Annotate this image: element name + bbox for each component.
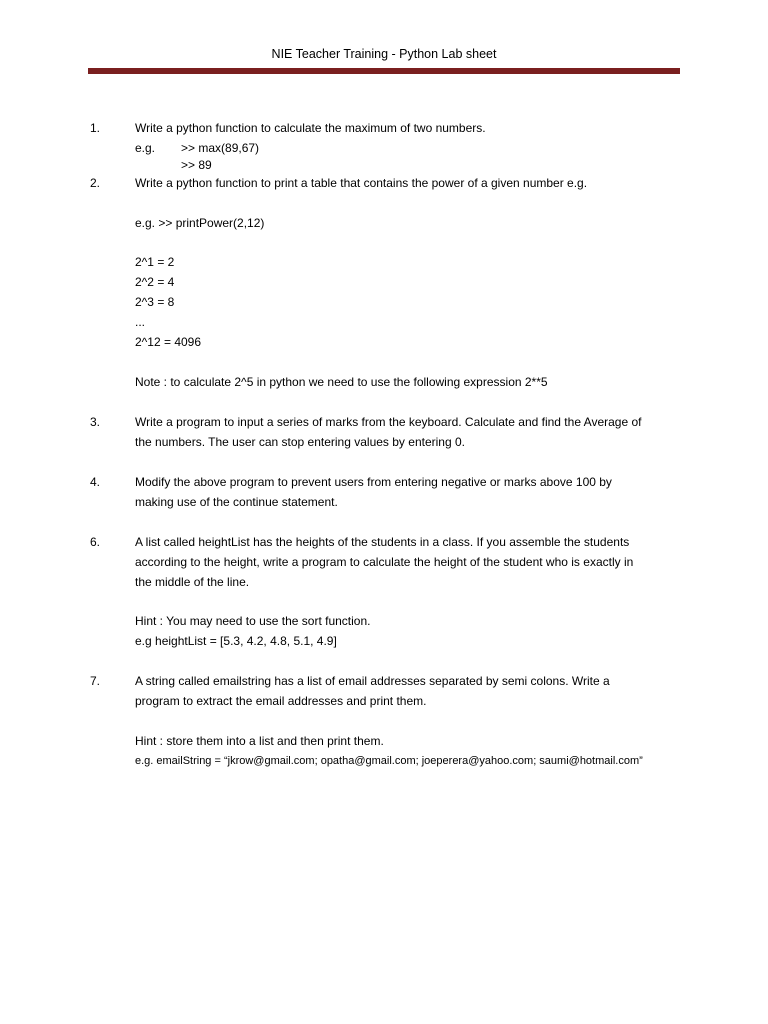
q1-eg-label: e.g.: [135, 141, 156, 155]
q7-example: e.g. emailString = “jkrow@gmail.com; opatha@gmail.com; joeperera@yahoo.com; saumi@hotmail.com”: [135, 755, 643, 767]
q1-eg-call: >> max(89,67): [181, 141, 260, 155]
q3-text-line: the numbers. The user can stop entering values by entering 0.: [135, 435, 465, 449]
q6-example: e.g heightList = [5.3, 4.2, 4.8, 5.1, 4.9]: [135, 634, 337, 648]
q2-output-ellipsis: ...: [135, 315, 146, 329]
q3-number: 3.: [90, 415, 101, 429]
q2-text: Write a python function to print a table that contains the power of a given number e.g.: [135, 176, 588, 190]
q2-output-line: 2^2 = 4: [135, 275, 175, 289]
q6-number: 6.: [90, 535, 101, 549]
q4-number: 4.: [90, 475, 101, 489]
q6-hint: Hint : You may need to use the sort function.: [135, 614, 371, 628]
q2-note: Note : to calculate 2^5 in python we need to use the following expression 2**5: [135, 375, 548, 389]
q1-eg-result: >> 89: [181, 158, 212, 172]
q7-text-line: A string called emailstring has a list of email addresses separated by semi colons. Write a: [135, 674, 610, 688]
header-rule: [88, 68, 680, 74]
q7-hint: Hint : store them into a list and then print them.: [135, 734, 384, 748]
q6-text-line: the middle of the line.: [135, 575, 250, 589]
page-header-title: NIE Teacher Training - Python Lab sheet: [271, 47, 497, 61]
q1-number: 1.: [90, 121, 101, 135]
q4-text-line: Modify the above program to prevent users from entering negative or marks above 100 by: [135, 475, 612, 489]
q7-text-line: program to extract the email addresses and print them.: [135, 694, 427, 708]
q1-text: Write a python function to calculate the maximum of two numbers.: [135, 121, 486, 135]
q7-number: 7.: [90, 674, 101, 688]
q2-number: 2.: [90, 176, 101, 190]
q2-example: e.g. >> printPower(2,12): [135, 216, 265, 230]
q6-text-line: A list called heightList has the heights of the students in a class. If you assemble the students: [135, 535, 630, 549]
q2-output-line: 2^1 = 2: [135, 255, 175, 269]
q3-text-line: Write a program to input a series of marks from the keyboard. Calculate and find the Average of: [135, 415, 642, 429]
q4-text-line: making use of the continue statement.: [135, 495, 338, 509]
q6-text-line: according to the height, write a program to calculate the height of the student who is exactly in: [135, 555, 634, 569]
q2-output-line: 2^12 = 4096: [135, 335, 202, 349]
q2-output-line: 2^3 = 8: [135, 295, 175, 309]
